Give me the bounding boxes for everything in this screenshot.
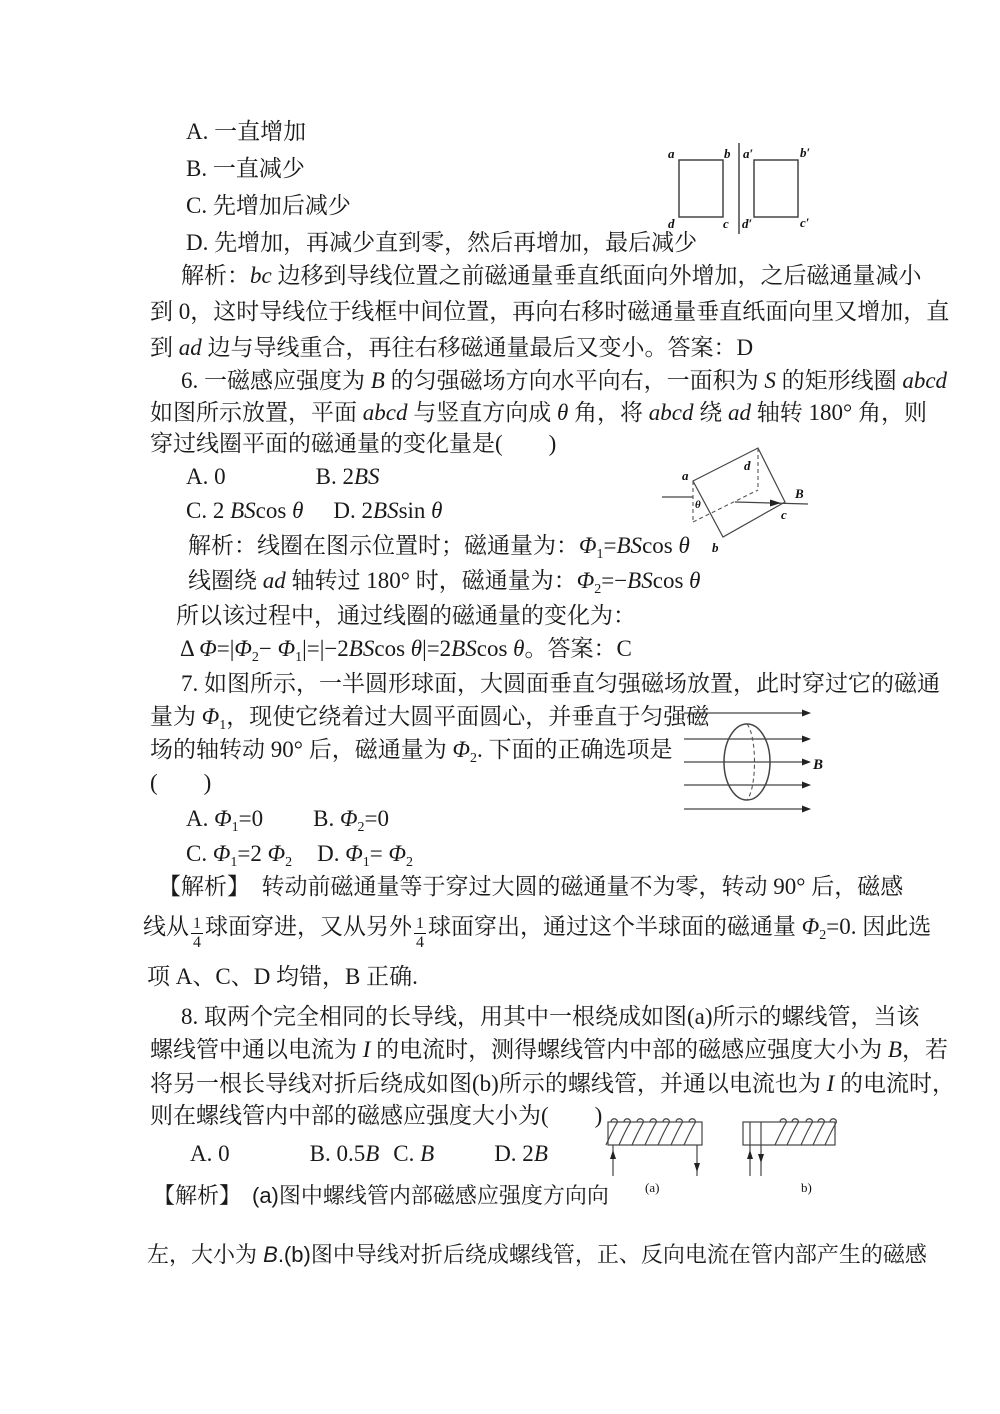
label-d: d xyxy=(668,216,675,231)
current-arrow-down xyxy=(694,1163,700,1172)
q7-solution-line-1: 【解析】 转动前磁通量等于穿过大圆的磁通量不为零，转动 90° 后，磁感 xyxy=(158,874,904,899)
q5-solution-line-2: 到 0，这时导线位于线框中间位置，再向右移时磁通量垂直纸面向里又增加，直 xyxy=(150,299,950,324)
q8-stem-line-1: 8. 取两个完全相同的长导线，用其中一根绕成如图(a)所示的螺线管，当该 xyxy=(181,1004,920,1029)
label-d-prime: d′ xyxy=(742,216,753,231)
current-arrow-up xyxy=(747,1150,753,1159)
label-theta: θ xyxy=(695,499,701,511)
hemisphere-diagram xyxy=(682,692,882,837)
q8-stem-line-4: 则在螺线管内中部的磁感应强度大小为( ) xyxy=(150,1103,603,1128)
hemisphere-figure xyxy=(682,692,882,842)
q7-stem-line-4: ( ) xyxy=(150,770,212,795)
tilted-coil-figure xyxy=(660,442,830,572)
q7-choices-ab: A. $\Phi_1=0$ B. $\Phi_2=0$ xyxy=(186,806,389,835)
label-B: B xyxy=(813,757,824,773)
dashed-diagonal xyxy=(693,490,758,522)
q5-choice-a: A. 一直增加 xyxy=(186,119,307,144)
q8-stem-line-2: 螺线管中通以电流为 I 的电流时，测得螺线管内中部的磁感应强度大小为 B，若 xyxy=(150,1037,948,1062)
frame-abcd-prime xyxy=(754,160,798,217)
two-frames-figure xyxy=(662,138,862,243)
q6-solution-line-3: 所以该过程中，通过线圈的磁通量的变化为： xyxy=(176,603,636,628)
solenoids-diagram xyxy=(593,1112,888,1204)
q5-solution-line-3: 到 ad 边与导线重合，再往右移磁通量最后又变小。答案：D xyxy=(150,335,754,360)
solenoids-figure xyxy=(593,1112,888,1209)
q6-stem-line-2: 如图所示放置，平面 abcd 与竖直方向成 θ 角，将 abcd 绕 ad 轴转 180° 角，则 xyxy=(150,400,927,425)
label-c: c xyxy=(723,216,729,231)
q8-choices: A. 0 B. 0.5B C. B D. 2B xyxy=(190,1141,548,1166)
q8-solution-line-1: 【解析】 (a)图中螺线管内部磁感应强度方向向 xyxy=(153,1183,609,1208)
label-b: b xyxy=(724,146,731,161)
q7-stem-line-3: 场的轴转动 90° 后，磁通量为 $\Phi_2$. 下面的正确选项是 xyxy=(150,737,673,766)
caption-a: (a) xyxy=(645,1180,660,1195)
q7-stem-line-1: 7. 如图所示，一半圆形球面，大圆面垂直匀强磁场放置，此时穿过它的磁通 xyxy=(181,671,940,696)
label-b-prime: b′ xyxy=(800,145,811,160)
q6-choices-ab: A. 0 B. 2BS xyxy=(186,464,380,489)
q6-solution-line-4: Δ $\Phi=|\Phi_2- \Phi_1|=|-2BScos$ θ|=2BScos θ。答案：C xyxy=(180,636,632,665)
fraction: $\frac{1}{4}$ xyxy=(193,915,201,951)
q6-stem-line-3: 穿过线圈平面的磁通量的变化量是( ) xyxy=(150,431,557,456)
q8-solution-line-2: 左，大小为 B.(b)图中导线对折后绕成螺线管，正、反向电流在管内部产生的磁感 xyxy=(147,1242,927,1267)
coil-outline xyxy=(693,448,785,537)
q7-stem-line-2: 量为 $\Phi_1$，现使它绕着过大圆平面圆心，并垂直于匀强磁 xyxy=(150,704,710,733)
label-a-prime: a′ xyxy=(743,146,754,161)
q5-choice-d: D. 先增加，再减少直到零，然后再增加，最后减少 xyxy=(186,230,698,255)
q5-choice-c: C. 先增加后减少 xyxy=(186,193,351,218)
tilted-coil-diagram xyxy=(660,442,830,567)
fraction: $\frac{1}{4}$ xyxy=(416,915,424,951)
q5-solution-line-1: 解析：bc 边移到导线位置之前磁通量垂直纸面向外增加，之后磁通量减小 xyxy=(181,263,922,288)
label-c-prime: c′ xyxy=(800,215,810,230)
current-arrow-up xyxy=(610,1150,616,1159)
frame-abcd xyxy=(679,160,723,217)
solenoid-b xyxy=(743,1119,837,1195)
label-a: a xyxy=(668,146,675,161)
two-frames-diagram xyxy=(662,138,862,238)
q6-solution-line-1: 解析：线圈在图示位置时；磁通量为：$\Phi_1=BScos$ θ xyxy=(188,533,690,562)
q8-stem-line-3: 将另一根长导线对折后绕成如图(b)所示的螺线管，并通以电流也为 I 的电流时， xyxy=(150,1071,955,1096)
label-c: c xyxy=(781,507,787,522)
caption-b: b) xyxy=(801,1180,812,1195)
label-d: d xyxy=(744,458,751,473)
q6-solution-line-2: 线圈绕 ad 轴转过 180° 时，磁通量为：$\Phi_2=-BScos$ θ xyxy=(188,568,701,597)
solenoid-b-turns xyxy=(775,1119,837,1145)
q7-solution-line-3: 项 A、C、D 均错，B 正确. xyxy=(147,964,418,989)
q6-stem-line-1: 6. 一磁感应强度为 B 的匀强磁场方向水平向右，一面积为 S 的矩形线圈 abcd xyxy=(181,368,948,393)
label-B: B xyxy=(795,486,804,501)
q5-choice-b: B. 一直减少 xyxy=(186,156,305,181)
label-b: b xyxy=(712,540,719,555)
q6-choices-cd: C. 2 BScos θ D. 2BSsin θ xyxy=(186,498,443,523)
solenoid-a-turns xyxy=(606,1119,696,1145)
q7-solution-line-2: 线从 $\frac{1}{4}$ 球面穿进，又从另外 $\frac{1}{4}$ 球面穿出，通过这个半球面的磁通量 $\Phi_2=0$. 因此选 xyxy=(143,914,932,951)
solenoid-a xyxy=(606,1119,702,1195)
label-a: a xyxy=(682,468,689,483)
q7-choices-cd: C. $\Phi_1=2$ $\Phi_2$ D. $\Phi_1= \Phi_2$ xyxy=(186,841,413,870)
current-arrow-down xyxy=(758,1154,764,1163)
